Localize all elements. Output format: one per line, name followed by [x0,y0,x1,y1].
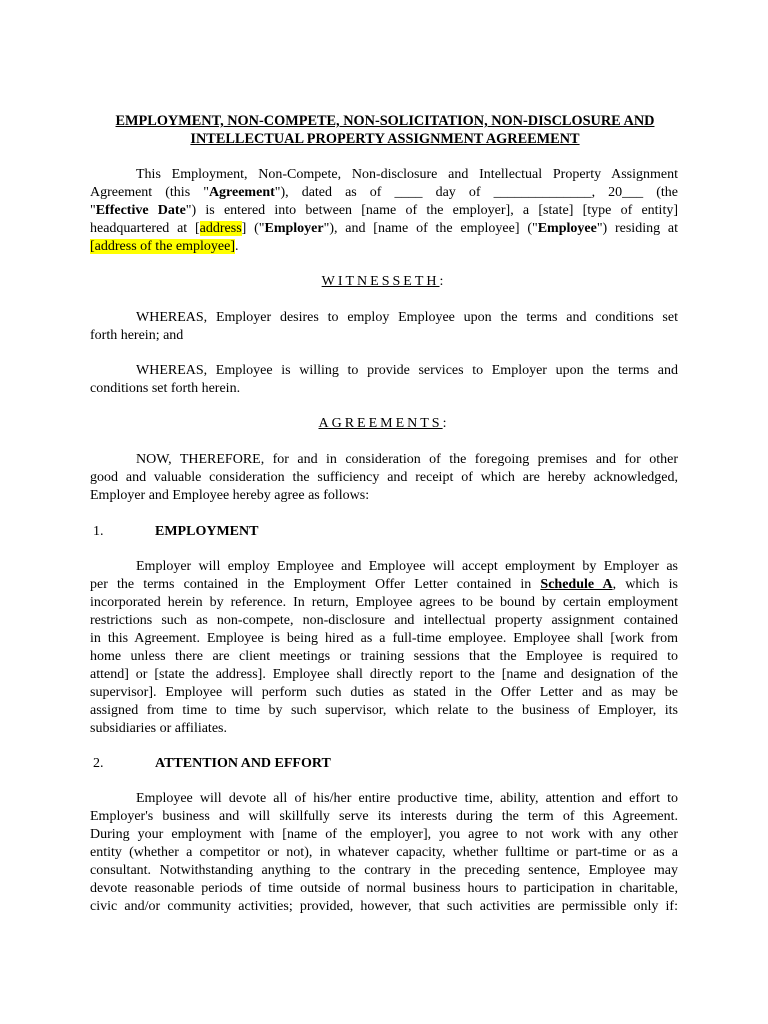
section-1-line-10: subsidiaries or affiliates. [90,721,227,736]
section-1-line-9: assigned from time to time by such supervisor, which relate to the business of Employer, its [90,703,678,718]
section-1-line-4: restrictions such as non-compete, non-disclosure and intellectual property assignment contained [90,613,678,628]
intro-line-1: This Employment, Non-Compete, Non-disclosure and Intellectual Property Assignment [136,167,678,182]
agreements-heading: AGREEMENTS: [318,416,450,431]
section-2-line-7: civic and/or community activities; provided, however, that such activities are permissible only if: [90,899,678,914]
intro-line-5: [address of the employee]. [90,239,239,254]
section-1-line-3: incorporated herein by reference. In return, Employee agrees to be bound by certain employment [90,595,678,610]
section-2-line-6: devote reasonable periods of time outside of normal business hours to participation in charitable, [90,881,678,896]
section-2-line-1: Employee will devote all of his/her entire productive time, ability, attention and effort to [136,791,678,806]
section-2-line-4: entity (whether a competitor or not), in whatever capacity, whether fulltime or part-time or as a [90,845,678,860]
whereas-2-line-1: WHEREAS, Employee is willing to provide services to Employer upon the terms and [136,363,678,378]
section-2-number: 2. [93,756,104,771]
now-therefore-line-1: NOW, THEREFORE, for and in consideration of the foregoing premises and for other [136,452,678,467]
document-title-line-2: INTELLECTUAL PROPERTY ASSIGNMENT AGREEMENT [190,131,580,147]
section-2-line-3: During your employment with [name of the employer], you agree to not work with any other [90,827,678,842]
section-1-line-5: in this Agreement. Employee is being hired as a full-time employee. Employee shall [work from [90,631,678,646]
section-2-title: ATTENTION AND EFFORT [155,756,331,771]
section-1-title: EMPLOYMENT [155,524,259,539]
whereas-1-line-1: WHEREAS, Employer desires to employ Employee upon the terms and conditions set [136,310,678,325]
document-title-line-1: EMPLOYMENT, NON-COMPETE, NON-SOLICITATION, NON-DISCLOSURE AND [115,113,655,129]
whereas-2-line-2: conditions set forth herein. [90,381,241,396]
section-1-line-1: Employer will employ Employee and Employee will accept employment by Employer as [136,559,678,574]
section-2-line-5: consultant. Notwithstanding anything to the contrary in the preceding sentence, Employee may [90,863,678,878]
section-1-line-7: attend] or [state the address]. Employee shall directly report to the [name and designation of the [90,667,678,682]
witnesseth-heading: WITNESSETH: [321,274,447,289]
section-1-line-2: per the terms contained in the Employment Offer Letter contained in Schedule A, which is [90,577,678,592]
section-1-line-6: home unless there are client meetings or training sessions that the Employee is required to [90,649,678,664]
now-therefore-line-3: Employer and Employee hereby agree as follows: [90,488,370,503]
whereas-1-line-2: forth herein; and [90,328,184,343]
section-1-number: 1. [93,524,104,539]
employee-address-highlight: [address of the employee] [90,239,235,254]
intro-line-4: headquartered at [address] ("Employer"), and [name of the employee] ("Employee") residing at [90,221,678,236]
schedule-a-reference: Schedule A [540,577,613,592]
section-2-line-2: Employer's business and will skillfully serve its interests during the term of this Agreement. [90,809,678,824]
now-therefore-line-2: good and valuable consideration the sufficiency and receipt of which are hereby acknowledged, [90,470,678,485]
intro-line-2: Agreement (this "Agreement"), dated as of ____ day of ______________, 20___ (the [90,185,678,200]
intro-line-3: "Effective Date") is entered into between [name of the employer], a [state] [type of entity] [90,203,678,218]
section-1-line-8: supervisor]. Employee will perform such duties as stated in the Offer Letter and as may be [90,685,678,700]
address-highlight: address [199,221,242,236]
